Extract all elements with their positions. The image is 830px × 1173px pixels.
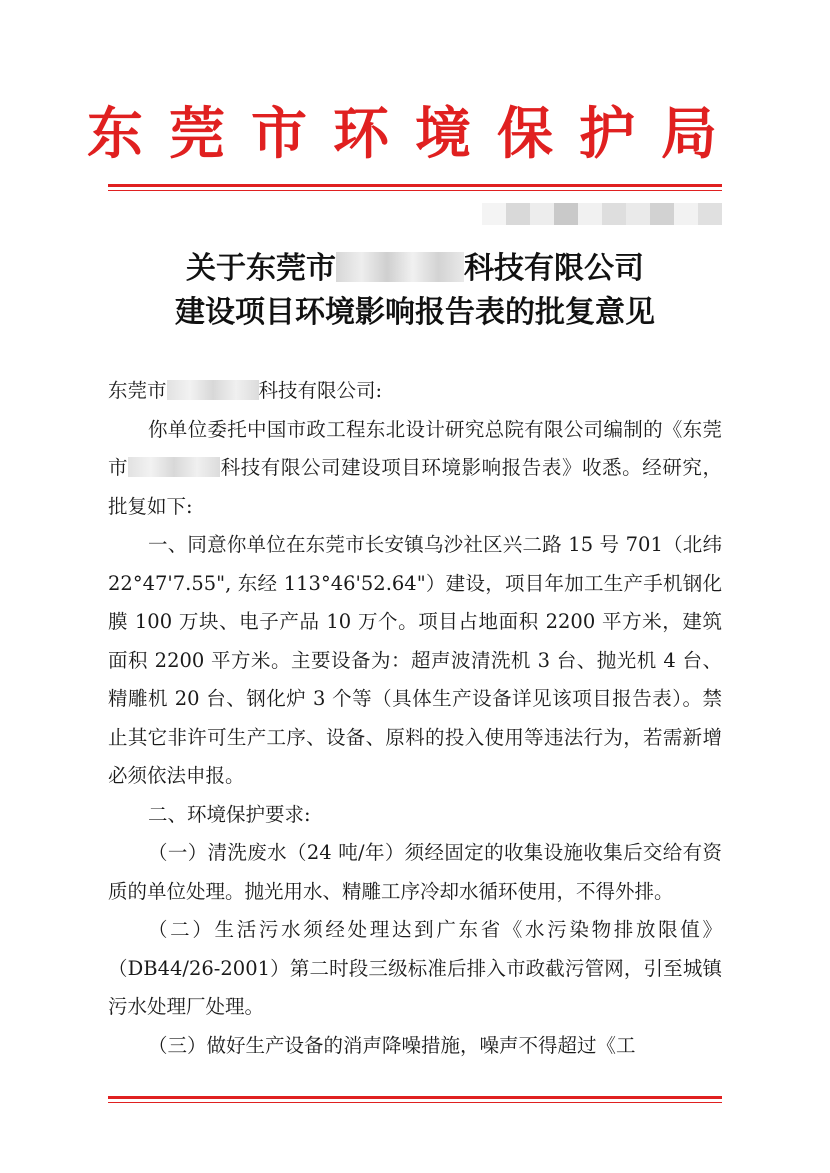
document-body xyxy=(108,372,722,1065)
paragraph-item-3: （三）做好生产设备的消声降噪措施，噪声不得超过《工 xyxy=(148,1033,636,1057)
intro-part-a: 你单位委托中国市政工程东北设计研究总院有限公司编制的《东莞市 xyxy=(108,417,722,479)
paragraph-approval: 一、同意你单位在东莞市长安镇乌沙社区兴二路 15 号 701（北纬 22°47'7.55", 东经 113°46'52.64"）建设，项目年加工生产手机钢化膜 100 万块、电子产品 10 万个。项目占地面积 2200 平方米，建筑面积 2200 平方米。主要设备为：超声波清洗机 3 台、抛光机 4 台、精雕机 20 台、钢化炉 3 个等（具体生产设备详见该项目报告表）。禁止其它非许可生产工序、设备、原料的投入使用等违法行为，若需新增必须依法申报。 xyxy=(108,533,722,787)
salutation-suffix: 科技有限公司: xyxy=(258,379,383,402)
paragraph-intro xyxy=(108,411,722,527)
salutation-prefix: 东莞市 xyxy=(108,379,167,402)
document-title-line2: 建设项目环境影响报告表的批复意见 xyxy=(175,295,655,330)
intro-part-b: 科技有限公司建设项目环境影响报告表》收悉。经研究，批复如下: xyxy=(108,456,722,518)
agency-masthead: 东莞市环境保护局 xyxy=(87,102,743,167)
document-number-redacted xyxy=(482,203,722,225)
footer-rule-thick xyxy=(108,1096,722,1099)
paragraph-item-1: （一）清洗废水（24 吨/年）须经固定的收集设施收集后交给有资质的单位处理。抛光用水、精雕工序冷却水循环使用，不得外排。 xyxy=(108,841,722,903)
redacted-company-name xyxy=(167,380,259,400)
salutation xyxy=(108,372,722,411)
redacted-company-name xyxy=(128,457,220,477)
paragraph-item-2: （二）生活污水须经处理达到广东省《水污染物排放限值》（DB44/26-2001）第二时段三级标准后排入市政截污管网，引至城镇污水处理厂处理。 xyxy=(108,918,722,1018)
redacted-company-name xyxy=(336,252,464,282)
document-title xyxy=(0,248,830,290)
paragraph-env-heading: 二、环境保护要求: xyxy=(148,802,311,826)
title-line1-suffix: 科技有限公司 xyxy=(464,251,644,286)
masthead-rule-thin xyxy=(108,190,722,191)
masthead-rule-thick xyxy=(108,184,722,187)
title-line1-prefix: 关于东莞市 xyxy=(186,251,336,286)
footer-rule-thin xyxy=(108,1102,722,1103)
